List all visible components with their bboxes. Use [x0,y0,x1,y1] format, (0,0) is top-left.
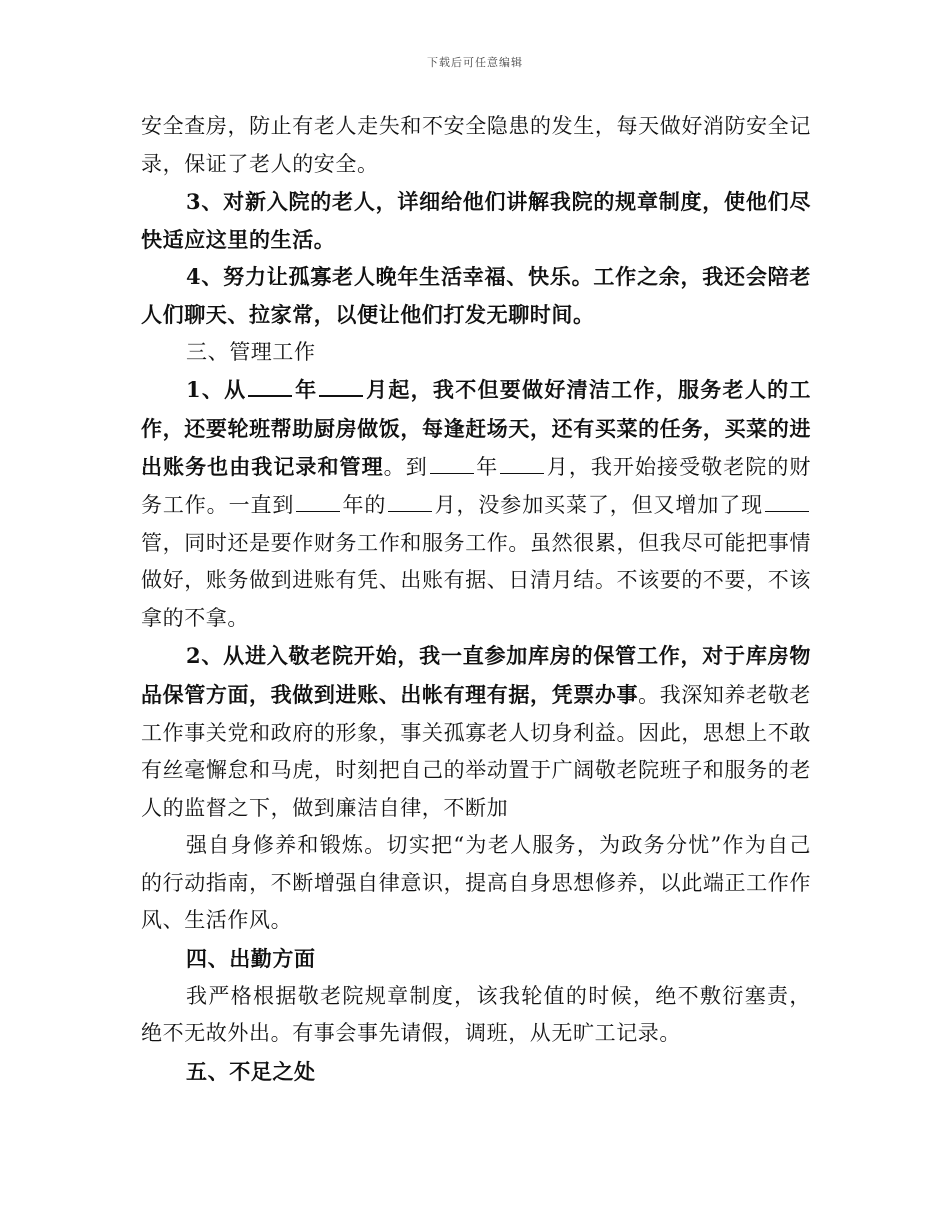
management-bold-year: 年 [294,377,318,403]
paragraph-new-residents: 3、对新入院的老人，详细给他们讲解我院的规章制度，使他们尽快适应这里的生活。 [141,189,811,252]
management-text-year-of: 年的 [342,492,387,517]
blank-cash [765,511,809,512]
management-bold-start: 1、从 [186,377,247,403]
paragraph-elderly-happiness: 4、努力让孤寡老人晚年生活幸福、快乐。工作之余，我还会陪老人们聊天、拉家常，以便让他们打发无聊时间。 [141,264,811,327]
page-header: 下载后可任意编辑 [427,56,523,69]
warehouse-normal-text: 。我深知养老敬老工作事关党和政府的形象，事关孤寡老人切身利益。因此，思想上不敢有丝毫懈怠和马虎，时刻把自己的举动置于广阔敬老院班子和服务的老人的监督之下，做到廉洁自律，不断加 [141,682,811,820]
paragraph-management-detail [141,371,811,637]
blank-year-3 [296,511,340,512]
document-body [141,108,811,1090]
management-text-to: 。到 [383,455,428,480]
blank-month-3 [388,511,432,512]
management-text-year: 年 [475,455,499,480]
paragraph-self-discipline: 强自身修养和锻炼。切实把“为老人服务，为政务分忧”作为自己的行动指南，不断增强自律意识，提高自身思想修养，以此端正工作作风、生活作风。 [141,833,811,933]
blank-month-1 [319,395,363,397]
management-text-cash: 月，没参加买菜了，但又增加了现 [434,492,763,517]
blank-month-2 [500,473,544,474]
blank-year-2 [430,473,474,474]
management-bold-text: 月起，我不但要做好清洁工作，服务老人的工作，还要轮班帮助厨房做饭，每逢赶场天，还有买菜的任务，买菜的进出账务也由我记录和管理 [141,377,811,480]
heading-attendance: 四、出勤方面 [186,946,316,972]
heading-management-work: 三、管理工作 [186,339,316,364]
paragraph-safety-checks: 安全查房，防止有老人走失和不安全隐患的发生，每天做好消防安全记录，保证了老人的安全。 [141,114,811,176]
management-text-end: 管，同时还是要作财务工作和服务工作。虽然很累，但我尽可能把事情做好，账务做到进账有凭、出账有据、日清月结。不该要的不要，不该拿的不拿。 [141,530,811,630]
warehouse-bold-text: 2、从进入敬老院开始，我一直参加库房的保管工作，对于库房物品保管方面，我做到进账、出帐有理有据，凭票办事 [141,643,811,707]
management-text-finance: 月，我开始接受敬老院的财务工作。一直到 [141,455,811,517]
heading-shortcomings: 五、不足之处 [186,1058,316,1084]
blank-year-1 [248,395,292,397]
paragraph-attendance: 我严格根据敬老院规章制度，该我轮值的时候，绝不敷衍塞责，绝不无故外出。有事会事先请假，调班，从无旷工记录。 [141,983,811,1046]
paragraph-warehouse [141,637,811,827]
